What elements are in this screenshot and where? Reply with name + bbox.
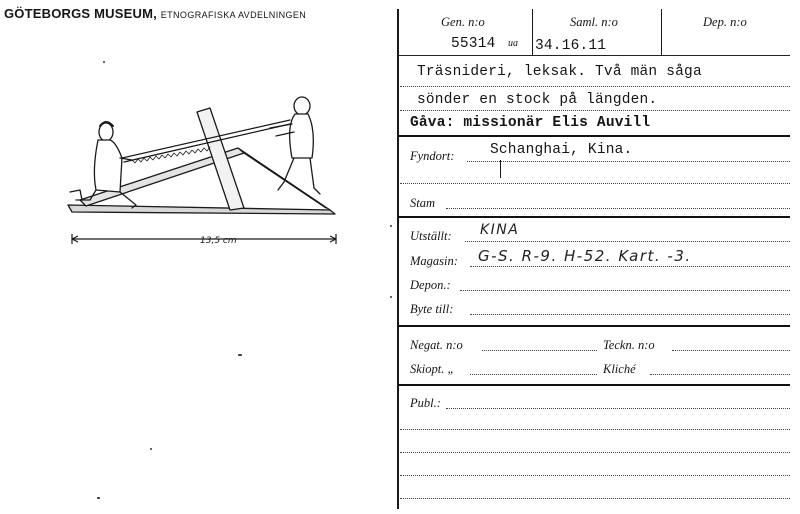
rule <box>467 161 790 162</box>
card-left-border <box>397 9 399 509</box>
magasin-value: G-S. R-9. H-52. Kart. -3. <box>478 247 692 265</box>
rule <box>470 314 790 315</box>
toy-sketch <box>40 40 360 260</box>
rule <box>400 498 790 499</box>
header-rule <box>398 55 790 56</box>
section-rule <box>398 135 790 137</box>
publ-label: Publ.: <box>410 396 441 410</box>
museum-name: GÖTEBORGS MUSEUM, <box>4 6 157 21</box>
rule <box>400 183 790 184</box>
column-divider-1 <box>532 9 533 55</box>
fyndort-label: Fyndort: <box>410 149 455 163</box>
speck <box>390 296 392 298</box>
museum-header <box>4 6 306 21</box>
utstallt-value: KINA <box>480 222 520 238</box>
base-plank <box>68 205 335 214</box>
gen-number-value: 55314 <box>451 36 496 52</box>
negat-label: Negat. n:o <box>410 338 463 352</box>
description-line-2: sönder en stock på längden. <box>417 92 658 108</box>
rule <box>446 208 790 209</box>
teckn-label: Teckn. n:o <box>603 338 655 352</box>
fyndort-mark <box>500 160 501 178</box>
rule <box>650 374 790 375</box>
rule <box>470 374 597 375</box>
utstallt-label: Utställt: <box>410 229 452 243</box>
depon-label: Depon.: <box>410 278 451 292</box>
rule <box>400 475 790 476</box>
saml-number-label: Saml. n:o <box>570 15 618 29</box>
byte-till-label: Byte till: <box>410 302 454 316</box>
speck <box>103 61 105 63</box>
right-figure-head <box>294 97 310 115</box>
rule <box>400 429 790 430</box>
left-figure-body <box>94 140 122 192</box>
skiopt-label: Skiopt. „ <box>410 362 455 376</box>
speck <box>390 225 392 227</box>
description-line-1: Träsnideri, leksak. Två män såga <box>417 64 702 80</box>
speck <box>238 354 242 356</box>
scale-label: 13,5 cm <box>200 236 237 246</box>
section-rule <box>398 216 790 218</box>
dep-number-label: Dep. n:o <box>703 15 747 29</box>
saml-number-value: 34.16.11 <box>535 38 607 54</box>
rule <box>470 266 790 267</box>
magasin-label: Magasin: <box>410 254 458 268</box>
rule <box>482 350 597 351</box>
speck <box>150 448 152 450</box>
section-rule <box>398 384 790 386</box>
rule <box>400 86 790 87</box>
rule <box>400 452 790 453</box>
rule <box>672 350 790 351</box>
section-rule <box>398 325 790 327</box>
column-divider-2 <box>661 9 662 55</box>
kliche-label: Kliché <box>603 362 636 376</box>
right-figure-body <box>290 114 314 158</box>
donor-line: Gåva: missionär Elis Auvill <box>410 115 651 131</box>
rule <box>460 290 790 291</box>
speck <box>97 497 100 499</box>
rule <box>446 408 790 409</box>
gen-number-suffix: ua <box>508 38 518 49</box>
department-name: ETNOGRAFISKA AVDELNINGEN <box>160 10 307 20</box>
rule <box>400 110 790 111</box>
fyndort-value: Schanghai, Kina. <box>490 142 633 158</box>
rule <box>465 241 790 242</box>
stam-label: Stam <box>410 196 435 210</box>
gen-number-label: Gen. n:o <box>441 15 485 29</box>
